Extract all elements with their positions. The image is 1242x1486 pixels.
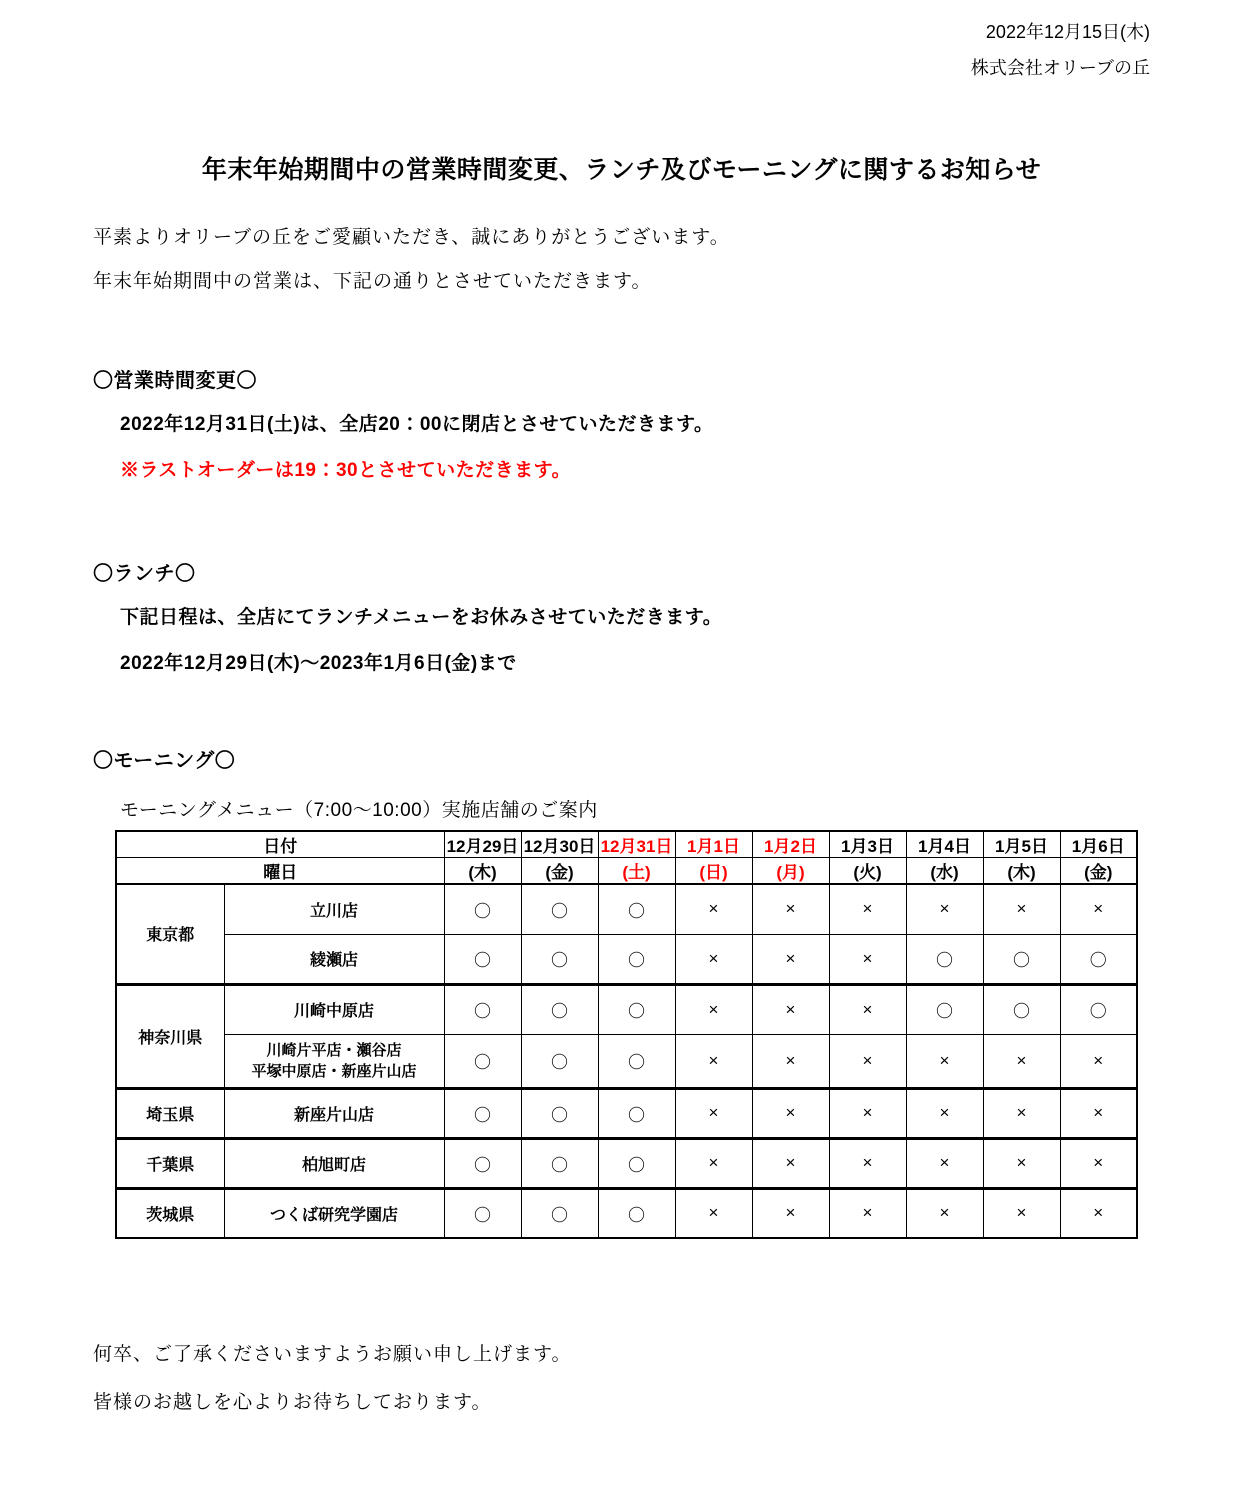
status-cell: 〇 xyxy=(1060,934,1137,984)
status-cell: 〇 xyxy=(598,1188,675,1238)
day-header-cell: (日) xyxy=(675,858,752,885)
status-cell: 〇 xyxy=(444,1034,521,1088)
status-cell: × xyxy=(752,1188,829,1238)
closing-line-1: 何卒、ご了承くださいますようお願い申し上げます。 xyxy=(93,1344,572,1365)
section-business-hours xyxy=(93,364,1150,483)
closing-line-2: 皆様のお越しを心よりお待ちしております。 xyxy=(93,1392,492,1413)
status-cell: 〇 xyxy=(906,934,983,984)
prefecture-cell: 東京都 xyxy=(116,884,224,984)
status-cell: × xyxy=(1060,1188,1137,1238)
status-cell: × xyxy=(675,1088,752,1138)
status-cell: × xyxy=(829,984,906,1034)
store-cell xyxy=(224,1034,444,1088)
store-cell: つくば研究学園店 xyxy=(224,1188,444,1238)
prefecture-cell: 神奈川県 xyxy=(116,984,224,1088)
status-cell: × xyxy=(983,1138,1060,1188)
status-cell: × xyxy=(983,884,1060,934)
last-order-note: ※ラストオーダーは19：30とさせていただきます。 xyxy=(120,460,572,481)
status-cell: × xyxy=(829,934,906,984)
status-cell: 〇 xyxy=(906,984,983,1034)
status-cell: × xyxy=(983,1088,1060,1138)
table-row xyxy=(116,984,1137,1034)
date-header-cell: 12月30日 xyxy=(521,831,598,858)
status-cell: × xyxy=(752,1088,829,1138)
status-cell: 〇 xyxy=(444,884,521,934)
day-header-cell: (金) xyxy=(1060,858,1137,885)
date-header-cell: 1月4日 xyxy=(906,831,983,858)
status-cell: 〇 xyxy=(598,934,675,984)
table-row xyxy=(116,1034,1137,1088)
status-cell: 〇 xyxy=(521,984,598,1034)
status-cell: 〇 xyxy=(521,1188,598,1238)
status-cell: × xyxy=(829,1088,906,1138)
section-heading-morning: 〇モーニング〇 xyxy=(93,750,236,772)
status-cell: 〇 xyxy=(521,934,598,984)
status-cell: × xyxy=(675,1188,752,1238)
status-cell: 〇 xyxy=(521,884,598,934)
store-name-line: 平塚中原店・新座片山店 xyxy=(251,1062,417,1080)
status-cell: 〇 xyxy=(598,1034,675,1088)
date-header-cell: 1月5日 xyxy=(983,831,1060,858)
table-row xyxy=(116,934,1137,984)
status-cell: × xyxy=(983,1034,1060,1088)
status-cell: 〇 xyxy=(598,884,675,934)
status-cell: 〇 xyxy=(444,1188,521,1238)
status-cell: × xyxy=(829,1138,906,1188)
status-cell: × xyxy=(906,1034,983,1088)
date-header-cell: 12月29日 xyxy=(444,831,521,858)
morning-schedule-table xyxy=(115,830,1138,1239)
status-cell: × xyxy=(829,1188,906,1238)
status-cell: 〇 xyxy=(444,984,521,1034)
store-cell: 柏旭町店 xyxy=(224,1138,444,1188)
status-cell: 〇 xyxy=(444,934,521,984)
status-cell: × xyxy=(983,1188,1060,1238)
day-header-cell: (木) xyxy=(983,858,1060,885)
table-row xyxy=(116,1088,1137,1138)
intro-paragraphs xyxy=(93,226,1150,294)
status-cell: × xyxy=(675,984,752,1034)
day-header-cell: (水) xyxy=(906,858,983,885)
date-header-cell: 1月3日 xyxy=(829,831,906,858)
section-lunch xyxy=(93,557,1150,676)
store-cell: 川崎中原店 xyxy=(224,984,444,1034)
prefecture-cell: 埼玉県 xyxy=(116,1088,224,1138)
status-cell: × xyxy=(752,984,829,1034)
status-cell: × xyxy=(675,1138,752,1188)
date-label-cell: 日付 xyxy=(116,831,444,858)
intro-line-1: 平素よりオリーブの丘をご愛顧いただき、誠にありがとうございます。 xyxy=(93,227,730,248)
status-cell: 〇 xyxy=(983,934,1060,984)
status-cell: × xyxy=(1060,1034,1137,1088)
date-header-cell: 12月31日 xyxy=(598,831,675,858)
status-cell: × xyxy=(906,884,983,934)
table-header-day-row xyxy=(116,858,1137,885)
status-cell: × xyxy=(906,1138,983,1188)
status-cell: 〇 xyxy=(1060,984,1137,1034)
status-cell: × xyxy=(675,934,752,984)
status-cell: × xyxy=(675,884,752,934)
store-cell: 綾瀬店 xyxy=(224,934,444,984)
status-cell: 〇 xyxy=(521,1034,598,1088)
store-cell: 立川店 xyxy=(224,884,444,934)
status-cell: 〇 xyxy=(444,1138,521,1188)
status-cell: × xyxy=(752,1034,829,1088)
table-row xyxy=(116,1138,1137,1188)
table-row xyxy=(116,1188,1137,1238)
section-heading-lunch: 〇ランチ〇 xyxy=(93,563,196,585)
status-cell: × xyxy=(752,884,829,934)
store-name-line: 川崎片平店・瀬谷店 xyxy=(266,1041,402,1059)
date-header-cell: 1月6日 xyxy=(1060,831,1137,858)
status-cell: × xyxy=(1060,1088,1137,1138)
prefecture-cell: 茨城県 xyxy=(116,1188,224,1238)
status-cell: × xyxy=(829,884,906,934)
date-header-cell: 1月1日 xyxy=(675,831,752,858)
status-cell: × xyxy=(906,1188,983,1238)
status-cell: × xyxy=(752,1138,829,1188)
lunch-period: 2022年12月29日(木)～2023年1月6日(金)まで xyxy=(120,653,517,674)
date-header-cell: 1月2日 xyxy=(752,831,829,858)
day-header-cell: (月) xyxy=(752,858,829,885)
prefecture-cell: 千葉県 xyxy=(116,1138,224,1188)
status-cell: 〇 xyxy=(598,1088,675,1138)
day-header-cell: (土) xyxy=(598,858,675,885)
page-title: 年末年始期間中の営業時間変更、ランチ及びモーニングに関するお知らせ xyxy=(201,156,1042,184)
section-morning xyxy=(93,744,1150,1239)
intro-line-2: 年末年始期間中の営業は、下記の通りとさせていただきます。 xyxy=(93,271,652,292)
document-meta xyxy=(93,14,1150,86)
section-heading-hours: 〇営業時間変更〇 xyxy=(93,370,257,392)
status-cell: × xyxy=(675,1034,752,1088)
status-cell: 〇 xyxy=(444,1088,521,1138)
store-cell: 新座片山店 xyxy=(224,1088,444,1138)
table-row xyxy=(116,884,1137,934)
day-header-cell: (金) xyxy=(521,858,598,885)
company-name: 株式会社オリーブの丘 xyxy=(970,58,1150,78)
status-cell: 〇 xyxy=(598,984,675,1034)
day-header-cell: (木) xyxy=(444,858,521,885)
status-cell: 〇 xyxy=(521,1138,598,1188)
schedule-table-caption: モーニングメニュー（7:00～10:00）実施店舗のご案内 xyxy=(120,800,598,821)
status-cell: 〇 xyxy=(521,1088,598,1138)
status-cell: × xyxy=(829,1034,906,1088)
document-date: 2022年12月15日(木) xyxy=(985,22,1150,42)
table-header-date-row xyxy=(116,831,1137,858)
day-label-cell: 曜日 xyxy=(116,858,444,885)
day-header-cell: (火) xyxy=(829,858,906,885)
status-cell: × xyxy=(1060,1138,1137,1188)
status-cell: 〇 xyxy=(598,1138,675,1188)
closing-paragraphs xyxy=(93,1343,1150,1415)
status-cell: × xyxy=(752,934,829,984)
status-cell: × xyxy=(906,1088,983,1138)
lunch-detail: 下記日程は、全店にてランチメニューをお休みさせていただきます。 xyxy=(120,607,723,628)
hours-detail: 2022年12月31日(土)は、全店20：00に閉店とさせていただきます。 xyxy=(120,414,714,435)
status-cell: × xyxy=(1060,884,1137,934)
status-cell: 〇 xyxy=(983,984,1060,1034)
